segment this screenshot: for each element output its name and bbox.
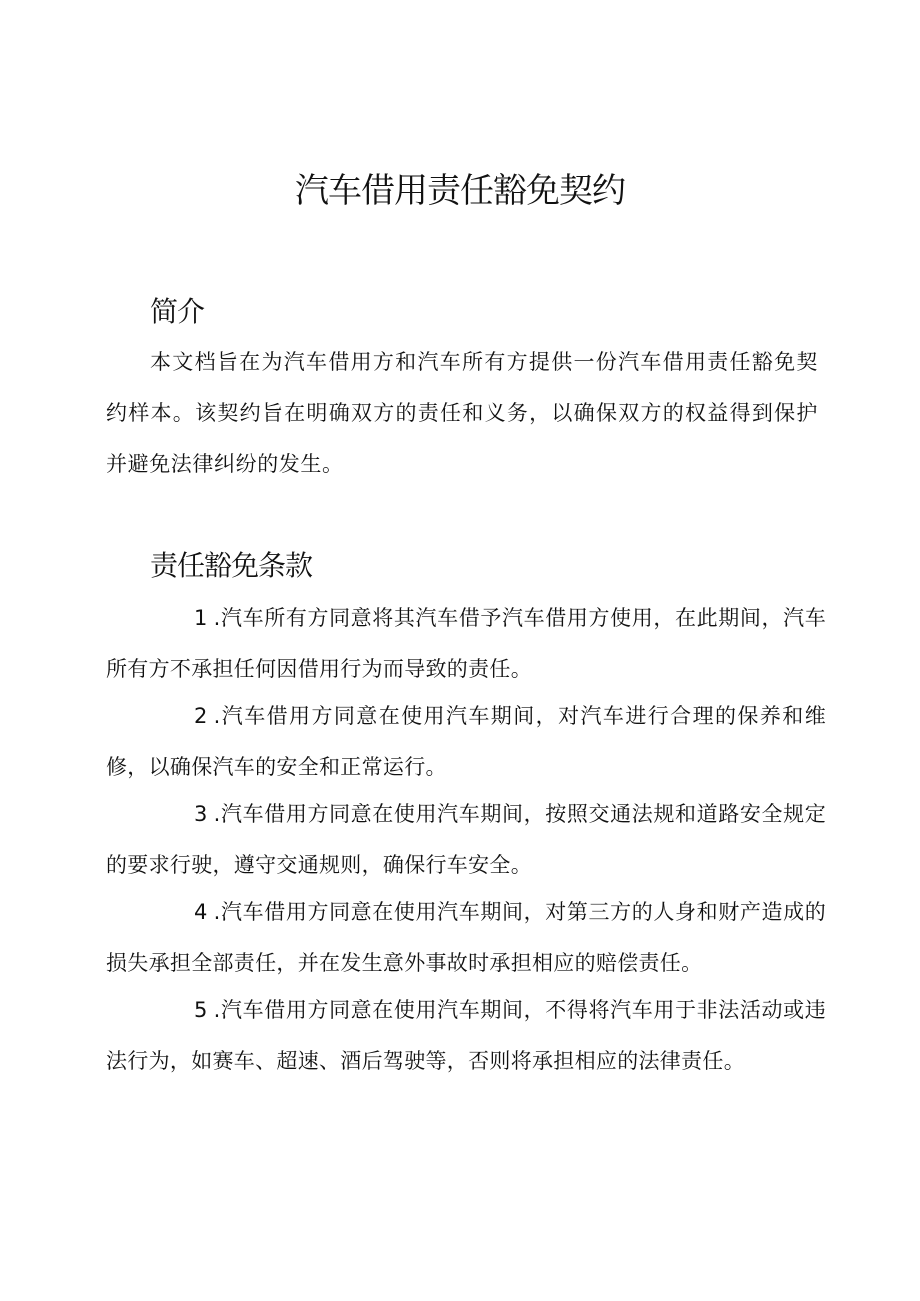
clause-number: 1: [194, 606, 208, 630]
intro-heading: 简介: [150, 295, 205, 328]
clause-text: .汽车借用方同意在使用汽车期间，对第三方的人身和财产造成的损失承担全部责任，并在发生意外事故时承担相应的赔偿责任。: [106, 900, 826, 975]
clause-text: .汽车借用方同意在使用汽车期间，按照交通法规和道路安全规定的要求行驶，遵守交通规则，确保行车安全。: [106, 802, 826, 877]
clause-number: 2: [194, 704, 208, 728]
clause-item: [106, 691, 826, 793]
intro-paragraph: 本文档旨在为汽车借用方和汽车所有方提供一份汽车借用责任豁免契约样本。该契约旨在明确双方的责任和义务，以确保双方的权益得到保护并避免法律纠纷的发生。: [106, 350, 818, 476]
clause-item: [106, 789, 826, 891]
clause-item: [106, 593, 826, 695]
clause-text: .汽车所有方同意将其汽车借予汽车借用方使用，在此期间，汽车所有方不承担任何因借用行为而导致的责任。: [106, 606, 826, 681]
clause-text: .汽车借用方同意在使用汽车期间，对汽车进行合理的保养和维修，以确保汽车的安全和正常运行。: [106, 704, 826, 779]
clause-number: 5: [194, 998, 208, 1022]
clause-item: [106, 985, 826, 1087]
clause-item: [106, 887, 826, 989]
clause-text: .汽车借用方同意在使用汽车期间，不得将汽车用于非法活动或违法行为，如赛车、超速、酒后驾驶等，否则将承担相应的法律责任。: [106, 998, 826, 1073]
clauses-heading: 责任豁免条款: [150, 549, 313, 582]
clause-number: 4: [194, 900, 208, 924]
clause-number: 3: [194, 802, 208, 826]
document-title: 汽车借用责任豁免契约: [295, 171, 625, 211]
